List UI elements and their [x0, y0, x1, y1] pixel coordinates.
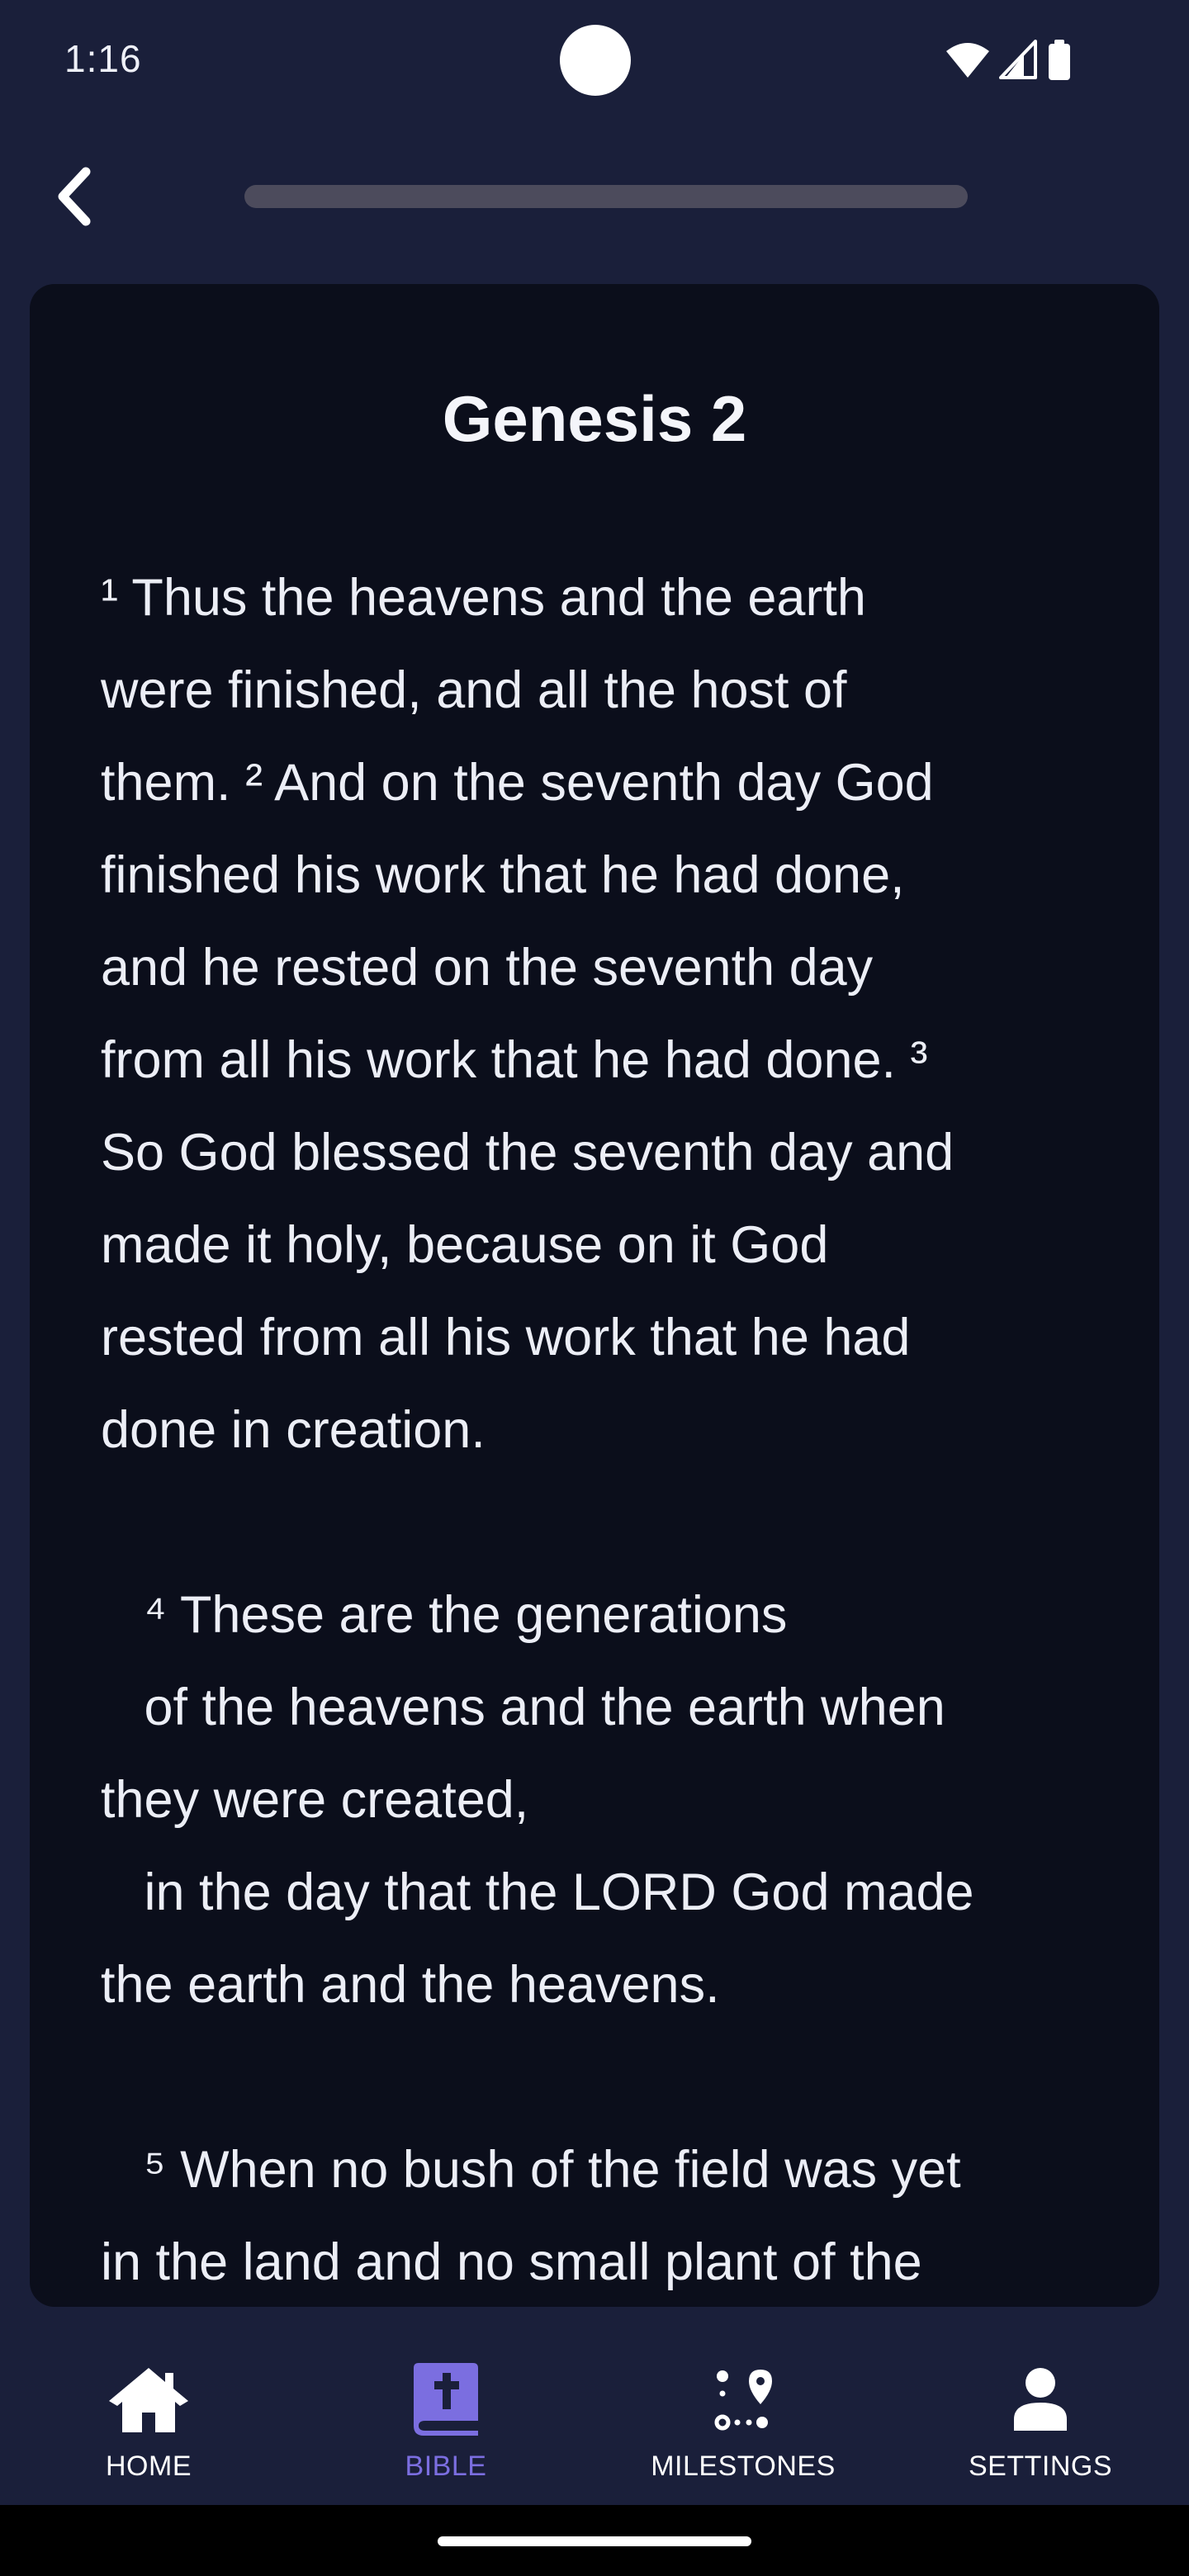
- nav-milestones[interactable]: [594, 2315, 892, 2505]
- nav-milestones-label: MILESTONES: [651, 2451, 836, 2482]
- reading-progress-bar: [244, 185, 968, 208]
- chapter-reader[interactable]: [30, 284, 1159, 2307]
- back-button[interactable]: [41, 157, 107, 236]
- wifi-icon: [945, 40, 991, 81]
- nav-settings-label: SETTINGS: [968, 2451, 1113, 2482]
- person-icon: [1012, 2366, 1068, 2432]
- system-navigation-bar: [0, 2505, 1189, 2576]
- chapter-text: ¹ Thus the heavens and the earth were finished, and all the host of them. ² And on the seventh day God finished his work that he had done, and he rested on the seventh day from all his work that he had done. ³ So God blessed the seventh day and made it holy, because on it God rested from all his work that he had done in creation. ⁴ These are the generations of the heavens and the earth when they were created, in the day that the LORD God made the earth and the heavens. ⁵ When no bush of the field was yet in the land and no small plant of the: [101, 569, 974, 2291]
- status-time: 1:16: [64, 37, 142, 80]
- nav-bible-label: BIBLE: [405, 2451, 487, 2482]
- status-icons: [945, 40, 1110, 81]
- milestones-icon: [713, 2366, 774, 2432]
- chapter-title: Genesis 2: [442, 382, 747, 455]
- nav-bible[interactable]: [297, 2315, 594, 2505]
- home-icon: [107, 2365, 190, 2434]
- status-bar: [0, 0, 1189, 124]
- nav-home-label: HOME: [106, 2451, 192, 2482]
- bible-icon: [412, 2361, 480, 2437]
- nav-settings[interactable]: [892, 2315, 1189, 2505]
- battery-icon: [1047, 40, 1072, 81]
- nav-home[interactable]: [0, 2315, 297, 2505]
- camera-cutout: [560, 25, 631, 96]
- cellular-signal-icon: [999, 40, 1037, 81]
- chevron-left-icon: [50, 163, 99, 230]
- bottom-navigation: [0, 2315, 1189, 2505]
- gesture-handle[interactable]: [438, 2536, 751, 2546]
